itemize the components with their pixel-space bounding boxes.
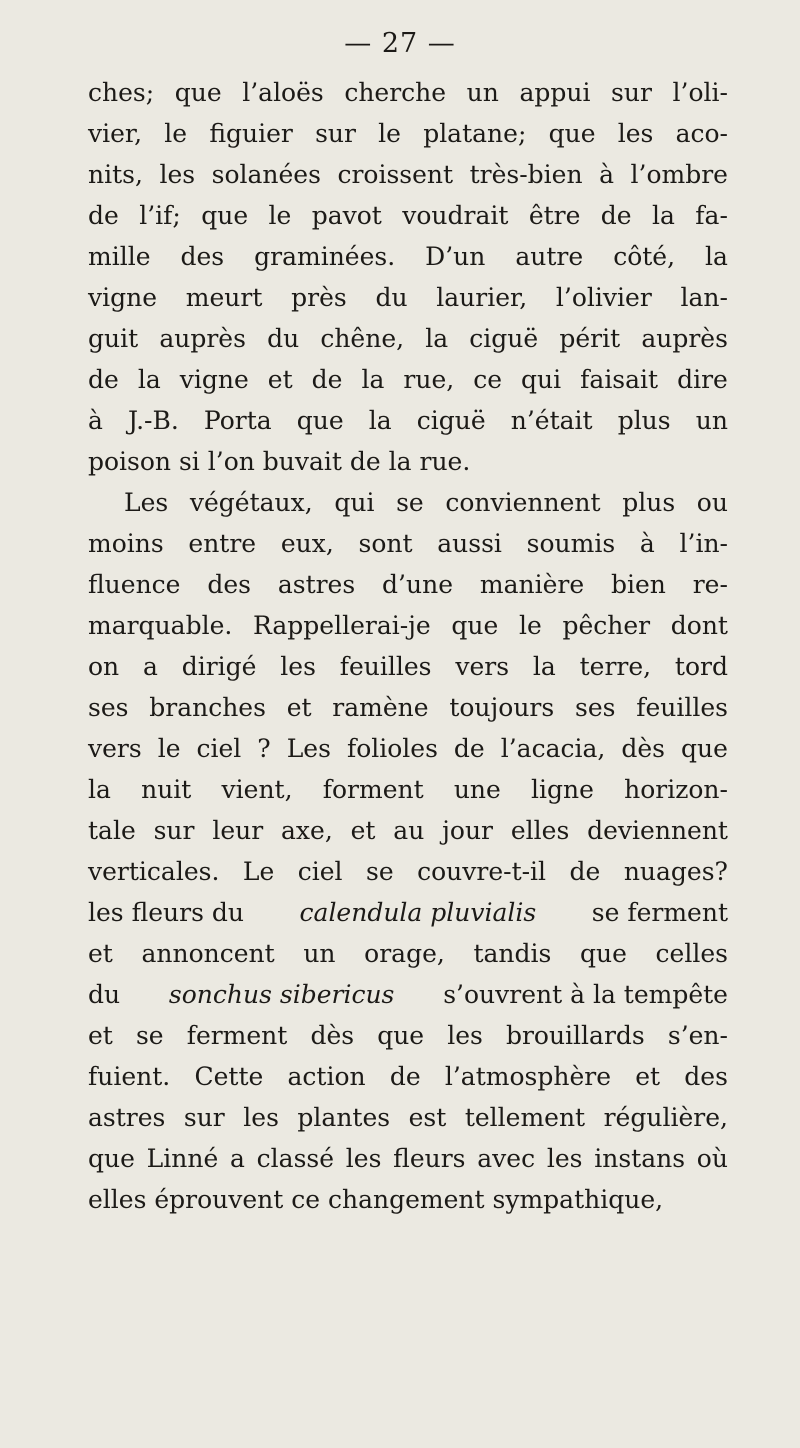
word: meurt: [185, 283, 263, 312]
text-line: [88, 277, 728, 318]
text-line: [88, 1015, 728, 1056]
word: les: [243, 1103, 279, 1132]
word: l’ombre: [630, 160, 728, 189]
word: l’olivier: [555, 283, 652, 312]
text-line: [88, 646, 728, 687]
word: aco-: [675, 119, 728, 148]
word: deviennent: [587, 816, 728, 845]
word: Le: [242, 857, 275, 886]
word: dont: [670, 611, 728, 640]
word: se: [135, 1021, 164, 1050]
word: graminées.: [254, 242, 396, 271]
word: nits,: [88, 160, 143, 189]
word: l’atmosphère: [444, 1062, 611, 1091]
word: marquable.: [88, 611, 233, 640]
word: aussi: [437, 529, 502, 558]
word: rue,: [403, 365, 455, 394]
text-line: [88, 728, 728, 769]
word: que: [201, 201, 249, 230]
word: auprès: [641, 324, 728, 353]
word: et: [635, 1062, 661, 1091]
word: un: [303, 939, 336, 968]
word: lan-: [680, 283, 728, 312]
word: celles: [655, 939, 728, 968]
word: folioles: [346, 734, 438, 763]
text-line: [88, 892, 728, 933]
word: Porta: [203, 406, 272, 435]
word: pêcher: [562, 611, 651, 640]
word: la: [425, 324, 449, 353]
word: astres: [277, 570, 356, 599]
word: de: [88, 201, 119, 230]
word: la: [368, 406, 392, 435]
word: les: [617, 119, 654, 148]
word: orage,: [364, 939, 445, 968]
word: eux,: [280, 529, 334, 558]
text-line: [88, 113, 728, 154]
word: les: [546, 1144, 583, 1173]
text-line: [88, 359, 728, 400]
word: feuilles: [339, 652, 432, 681]
word: sur: [315, 119, 356, 148]
word: jour: [442, 816, 494, 845]
word: nuages?: [623, 857, 728, 886]
word: au: [393, 816, 425, 845]
word: vers: [455, 652, 510, 681]
word: ramène: [332, 693, 429, 722]
word: figuier: [209, 119, 293, 148]
word: vers: [88, 734, 142, 763]
word: ses: [88, 693, 129, 722]
word: D’un: [425, 242, 486, 271]
text-line: [88, 523, 728, 564]
text-line: [88, 318, 728, 359]
word: les: [345, 1144, 382, 1173]
word: une: [453, 775, 501, 804]
word: la: [137, 365, 161, 394]
word: que: [548, 119, 596, 148]
text-segment: du: [88, 980, 121, 1009]
word: fuient.: [88, 1062, 171, 1091]
word: vigne: [88, 283, 158, 312]
word: le: [378, 119, 401, 148]
word: de: [389, 1062, 421, 1091]
word: est: [408, 1103, 447, 1132]
word: ches;: [88, 78, 155, 107]
word: sur: [611, 78, 652, 107]
word: et: [267, 365, 293, 394]
word: moins: [88, 529, 164, 558]
word: être: [528, 201, 581, 230]
word: elles: [510, 816, 570, 845]
word: on: [88, 652, 120, 681]
word: sur: [153, 816, 195, 845]
word: et: [88, 939, 113, 968]
word: l’aloës: [242, 78, 324, 107]
word: plus: [622, 488, 676, 517]
text-line: [88, 851, 728, 892]
word: entre: [188, 529, 257, 558]
word: que: [174, 78, 222, 107]
word: J.-B.: [128, 406, 179, 435]
word: Linné: [146, 1144, 219, 1173]
word: faisait: [580, 365, 659, 394]
word: a: [142, 652, 158, 681]
word: voudrait: [402, 201, 509, 230]
word: manière: [479, 570, 585, 599]
word: que: [451, 611, 499, 640]
text-line: [88, 72, 728, 113]
word: ciel: [297, 857, 343, 886]
word: que: [88, 1144, 135, 1173]
word: des: [207, 570, 251, 599]
word: végétaux,: [189, 488, 313, 517]
word: platane;: [423, 119, 527, 148]
word: astres: [88, 1103, 166, 1132]
word: l’oli-: [672, 78, 728, 107]
word: et: [88, 1021, 113, 1050]
word: Rappellerai-je: [252, 611, 431, 640]
word: n’était: [510, 406, 593, 435]
word: ciguë: [469, 324, 539, 353]
text-line: [88, 605, 728, 646]
word: et: [286, 693, 312, 722]
word: l’in-: [679, 529, 728, 558]
word: fa-: [695, 201, 728, 230]
word: fluence: [88, 570, 181, 599]
word: vier,: [88, 119, 143, 148]
word: plantes: [297, 1103, 391, 1132]
word: de: [453, 734, 485, 763]
word: ses: [574, 693, 616, 722]
text-segment: les fleurs du: [88, 898, 244, 927]
word: annoncent: [141, 939, 275, 968]
word: un: [695, 406, 728, 435]
word: forment: [322, 775, 424, 804]
word: brouillards: [505, 1021, 645, 1050]
text-line: [88, 482, 728, 523]
text-line: [88, 810, 728, 851]
word: s’en-: [667, 1021, 728, 1050]
page-body: [88, 72, 728, 1220]
text-line: [88, 933, 728, 974]
word: se: [396, 488, 424, 517]
word: laurier,: [436, 283, 528, 312]
word: dire: [677, 365, 728, 394]
word: des: [684, 1062, 728, 1091]
text-segment: se ferment: [591, 898, 728, 927]
word: se: [366, 857, 394, 886]
word: classé: [256, 1144, 335, 1173]
text-line: [88, 195, 728, 236]
word: la: [88, 775, 111, 804]
word: côté,: [613, 242, 676, 271]
word: les: [159, 160, 196, 189]
word: de: [569, 857, 601, 886]
word: verticales.: [88, 857, 220, 886]
word: qui: [334, 488, 375, 517]
text-line: poison si l’on buvait de la rue.: [88, 447, 471, 476]
word: ciguë: [416, 406, 486, 435]
text-line: [88, 400, 728, 441]
word: la: [361, 365, 385, 394]
word: la: [705, 242, 728, 271]
word: nuit: [141, 775, 192, 804]
word: dès: [621, 734, 665, 763]
word: l’acacia,: [500, 734, 606, 763]
text-line: [88, 1097, 728, 1138]
word: périt: [559, 324, 621, 353]
italic-botanical-name: calendula pluvialis: [299, 898, 537, 927]
word: solanées: [211, 160, 321, 189]
word: instans: [594, 1144, 686, 1173]
italic-botanical-name: sonchus sibericus: [168, 980, 395, 1009]
word: la: [652, 201, 675, 230]
text-line: [88, 974, 728, 1015]
word: d’une: [382, 570, 453, 599]
word: du: [375, 283, 408, 312]
word: la: [532, 652, 556, 681]
text-line: [88, 236, 728, 277]
word: couvre-t-il: [417, 857, 547, 886]
word: fleurs: [393, 1144, 466, 1173]
word: ?: [257, 734, 271, 763]
text-line: [88, 154, 728, 195]
word: ce: [473, 365, 503, 394]
word: Les: [286, 734, 331, 763]
word: re-: [692, 570, 728, 599]
word: Les: [124, 488, 169, 517]
word: que: [296, 406, 344, 435]
word: vient,: [221, 775, 293, 804]
word: terre,: [579, 652, 652, 681]
word: sur: [183, 1103, 225, 1132]
word: vigne: [179, 365, 249, 394]
word: le: [518, 611, 542, 640]
word: guit: [88, 324, 139, 353]
word: tord: [674, 652, 728, 681]
word: que: [377, 1021, 425, 1050]
word: bien: [610, 570, 666, 599]
word: tale: [88, 816, 136, 845]
word: leur: [212, 816, 264, 845]
text-line: [88, 1138, 728, 1179]
text-line: [88, 769, 728, 810]
word: que: [580, 939, 627, 968]
word: près: [291, 283, 347, 312]
word: des: [180, 242, 225, 271]
word: un: [466, 78, 499, 107]
word: qui: [521, 365, 562, 394]
word: le: [164, 119, 188, 148]
word: tellement: [464, 1103, 586, 1132]
word: que: [680, 734, 728, 763]
word: a: [230, 1144, 245, 1173]
word: le: [268, 201, 292, 230]
word: tandis: [473, 939, 552, 968]
word: les: [280, 652, 316, 681]
word: mille: [88, 242, 151, 271]
word: autre: [515, 242, 584, 271]
word: appui: [519, 78, 591, 107]
word: action: [287, 1062, 366, 1091]
word: auprès: [159, 324, 246, 353]
word: ou: [696, 488, 728, 517]
word: de: [311, 365, 343, 394]
word: ferment: [186, 1021, 288, 1050]
word: dès: [310, 1021, 355, 1050]
word: feuilles: [636, 693, 728, 722]
word: horizon-: [624, 775, 728, 804]
word: axe,: [281, 816, 333, 845]
word: sont: [358, 529, 413, 558]
word: Cette: [194, 1062, 264, 1091]
word: conviennent: [445, 488, 601, 517]
word: régulière,: [603, 1103, 728, 1132]
text-line: [88, 564, 728, 605]
word: où: [696, 1144, 728, 1173]
word: de: [600, 201, 632, 230]
word: croissent: [337, 160, 454, 189]
text-line: [88, 687, 728, 728]
word: de: [88, 365, 119, 394]
word: soumis: [526, 529, 616, 558]
word: le: [157, 734, 181, 763]
word: dirigé: [181, 652, 257, 681]
word: pavot: [311, 201, 382, 230]
word: à: [599, 160, 614, 189]
word: chêne,: [320, 324, 405, 353]
word: à: [639, 529, 655, 558]
text-line: [88, 1056, 728, 1097]
page-number: — 27 —: [344, 28, 456, 59]
word: l’if;: [139, 201, 181, 230]
word: branches: [149, 693, 266, 722]
word: toujours: [449, 693, 555, 722]
text-segment: s’ouvrent à la tempête: [443, 980, 728, 1009]
word: avec: [477, 1144, 536, 1173]
word: cherche: [344, 78, 447, 107]
text-line: elles éprouvent ce changement sympathique,: [88, 1185, 664, 1214]
word: les: [447, 1021, 483, 1050]
word: plus: [617, 406, 671, 435]
word: du: [267, 324, 300, 353]
word: et: [350, 816, 376, 845]
word: ligne: [531, 775, 594, 804]
word: à: [88, 406, 103, 435]
word: très-bien: [469, 160, 583, 189]
word: ciel: [196, 734, 242, 763]
